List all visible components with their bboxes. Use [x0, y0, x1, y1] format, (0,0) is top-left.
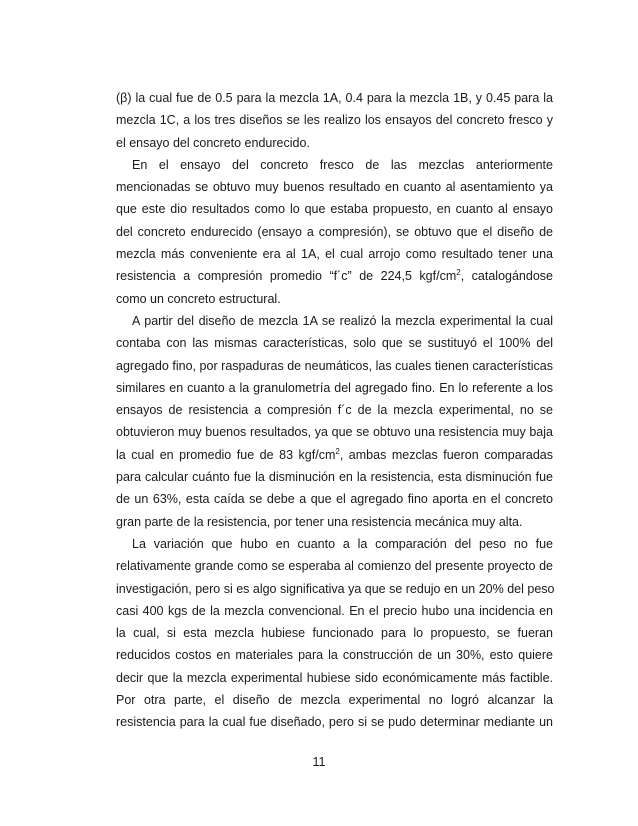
- text-line: [116, 243, 553, 265]
- text-line: [116, 176, 553, 198]
- text-line-continuation: , ambas mezclas fueron comparadas: [339, 447, 553, 462]
- text-line-content: la cual en promedio fue de 83 kgf/cm: [116, 447, 336, 462]
- text-line-content: gran parte de la resistencia, por tener una resistencia mecánica muy alta.: [116, 514, 523, 529]
- text-line: [116, 355, 553, 377]
- superscript: 2: [456, 268, 461, 278]
- text-line-content: agregado fino, por raspaduras de neumáticos, las cuales tienen características: [116, 358, 553, 373]
- text-line-content: casi 400 kgs de la mezcla convencional. En el precio hubo una incidencia en: [116, 603, 553, 618]
- text-line: [116, 109, 553, 131]
- text-line: [116, 154, 553, 176]
- text-line-content: investigación, pero si es algo significativa ya que se redujo en un 20% del peso: [116, 581, 555, 596]
- text-line: [116, 711, 553, 733]
- text-line: [116, 444, 553, 466]
- text-line: [116, 198, 553, 220]
- text-line-content: el ensayo del concreto endurecido.: [116, 135, 310, 150]
- text-line-content: de un 63%, esta caída se debe a que el agregado fino aporta en el concreto: [116, 492, 553, 507]
- text-line: [116, 332, 553, 354]
- text-line: [116, 466, 553, 488]
- text-line-content: que este dio resultados como lo que estaba propuesto, en cuanto al ensayo: [116, 202, 553, 217]
- text-line: [116, 265, 553, 287]
- text-line: [116, 377, 553, 399]
- text-line-content: resistencia para la cual fue diseñado, pero si se pudo determinar mediante un: [116, 715, 553, 730]
- text-line-content: relativamente grande como se esperaba al comienzo del presente proyecto de: [116, 559, 553, 574]
- text-line-continuation: , catalogándose: [460, 269, 553, 284]
- text-line-content: Por otra parte, el diseño de mezcla experimental no logró alcanzar la: [116, 693, 553, 708]
- text-line-content: (β) la cual fue de 0.5 para la mezcla 1A, 0.4 para la mezcla 1B, y 0.45 para la: [116, 91, 553, 105]
- text-line-content: obtuvieron muy buenos resultados, ya que se obtuvo una resistencia muy baja: [116, 425, 553, 440]
- text-line-content: En el ensayo del concreto fresco de las mezclas anteriormente: [132, 157, 553, 172]
- text-line-content: mezcla más conveniente era al 1A, el cual arrojo como resultado tener una: [116, 247, 553, 262]
- text-line: [116, 533, 553, 555]
- text-line-content: mencionadas se obtuvo muy buenos resultado en cuanto al asentamiento ya: [116, 180, 553, 195]
- text-line-content: reducidos costos en materiales para la construcción de un 30%, esto quiere: [116, 648, 553, 663]
- text-line: [116, 667, 553, 689]
- text-line: [116, 578, 553, 600]
- text-line: [116, 622, 553, 644]
- superscript: 2: [335, 446, 340, 456]
- text-line-content: para calcular cuánto fue la disminución en la resistencia, esta disminución fue: [116, 470, 553, 485]
- page-number: 11: [312, 755, 326, 769]
- text-line-content: resistencia a compresión promedio “f´c” de 224,5 kgf/cm: [116, 269, 457, 284]
- text-line: [116, 288, 553, 310]
- text-line-content: similares en cuanto a la granulometría del agregado fino. En lo referente a los: [116, 380, 553, 395]
- text-line-content: ensayos de resistencia a compresión f´c de la mezcla experimental, no se: [116, 403, 553, 418]
- text-line: [116, 87, 553, 109]
- text-line-content: La variación que hubo en cuanto a la comparación del peso no fue: [132, 536, 553, 551]
- text-line: [116, 132, 553, 154]
- text-line: [116, 488, 553, 510]
- text-line-content: la cual, si esta mezcla hubiese funcionado para lo propuesto, se fueran: [116, 626, 553, 641]
- text-line: [116, 644, 553, 666]
- text-line: [116, 310, 553, 332]
- text-line: [116, 421, 553, 443]
- text-line: [116, 399, 553, 421]
- text-line: [116, 221, 553, 243]
- body-text: [116, 87, 553, 734]
- text-line-content: como un concreto estructural.: [116, 291, 281, 306]
- text-line: [116, 555, 553, 577]
- text-line-content: decir que la mezcla experimental hubiese sido económicamente más factible.: [116, 670, 553, 685]
- text-line-content: A partir del diseño de mezcla 1A se realizó la mezcla experimental la cual: [132, 313, 553, 328]
- text-line: [116, 511, 553, 533]
- text-line: [116, 600, 553, 622]
- text-line: [116, 689, 553, 711]
- text-line-content: del concreto endurecido (ensayo a compresión), se obtuvo que el diseño de: [116, 224, 553, 239]
- text-line-content: mezcla 1C, a los tres diseños se les realizo los ensayos del concreto fresco y: [116, 113, 553, 128]
- text-line-content: contaba con las mismas características, solo que se sustituyó el 100% del: [116, 336, 553, 351]
